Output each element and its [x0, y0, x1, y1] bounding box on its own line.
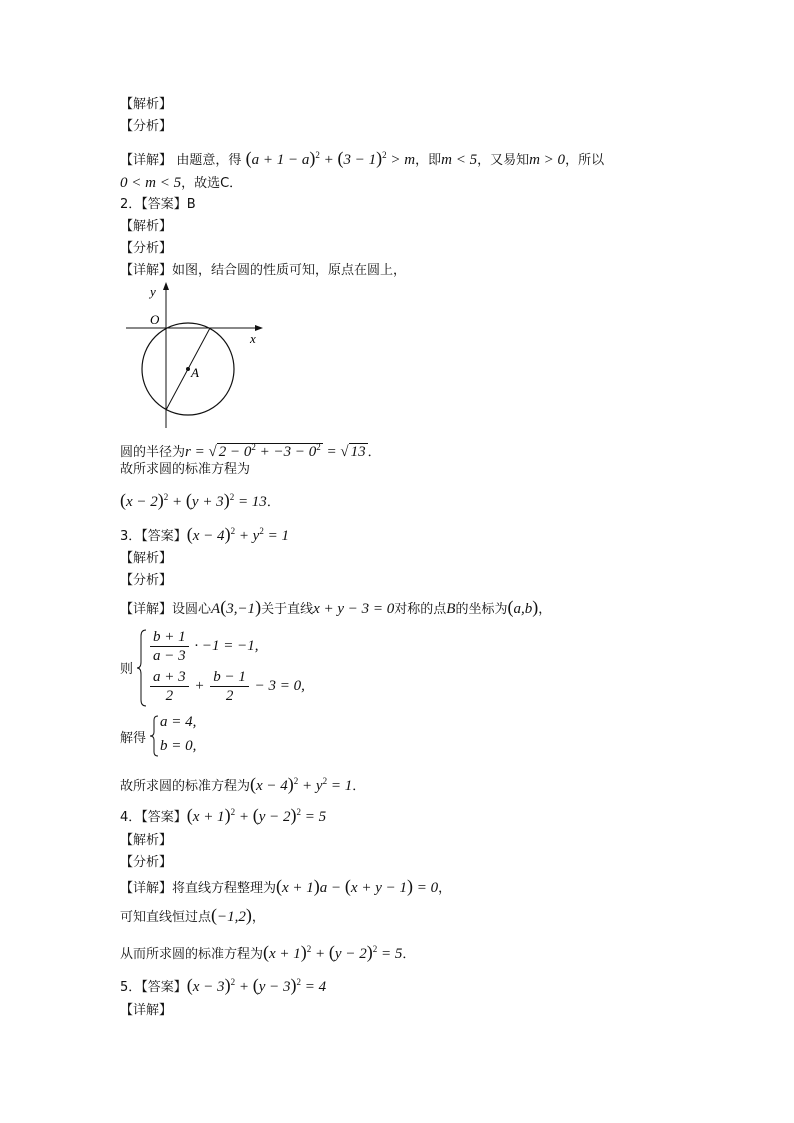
math-expr: (x + 1)a − (x + y − 1) = 0: [276, 876, 439, 896]
text: 则: [120, 662, 134, 677]
text: 关于直线: [261, 602, 314, 617]
center-label: A: [191, 365, 199, 380]
math-expr: (a,b): [507, 597, 539, 617]
origin-label: O: [150, 312, 160, 327]
text: 可知直线恒过点: [120, 910, 212, 925]
text: ，所以: [565, 153, 605, 168]
eq-row-1: $\frac{b + 1}{a - 3}$ · −1 = −1,: [148, 628, 259, 665]
q4-analysis-label: 【解析】: [120, 833, 173, 848]
text: ，: [438, 881, 452, 896]
math-expr: r = √ $2 - 0^2 + -3 - 0^2$ = √ 13: [185, 442, 366, 460]
text: ，: [538, 602, 552, 617]
text: 的坐标为: [455, 602, 508, 617]
text: 4．【答案】: [120, 810, 187, 825]
math-expr: $(x - 2)^2 + (y + 3)^2 = 13$: [120, 490, 267, 510]
q5-detail-label: 【详解】: [120, 1003, 173, 1018]
text: 3．【答案】: [120, 529, 187, 544]
q1-analysis-label: 【解析】: [120, 97, 173, 112]
text: ，故选C．: [181, 176, 243, 191]
text: ，即: [415, 153, 442, 168]
text: ，又易知: [477, 153, 530, 168]
q3-system-2: [120, 714, 320, 760]
text: 故所求圆的标准方程为: [120, 779, 251, 794]
y-axis-arrow: [163, 282, 169, 290]
text: 【详解】设圆心: [120, 602, 212, 617]
q1-fenxi-label: 【分析】: [120, 119, 173, 134]
q2-equation-intro: 故所求圆的标准方程为: [120, 462, 251, 477]
q2-equation: $(x - 2)^2 + (y + 3)^2 = 13$．: [120, 490, 280, 510]
text: ．: [402, 947, 416, 962]
q1-conclusion-line: [120, 173, 242, 194]
text: ，: [251, 910, 265, 925]
math-expr: 0 < m < 5: [120, 175, 182, 191]
text: 【详解】将直线方程整理为: [120, 881, 277, 896]
text: 5．【答案】: [120, 980, 187, 995]
q4-fenxi-label: 【分析】: [120, 855, 173, 870]
math-expr: $(a + 1 - a)^2 + (3 - 1)^2 > m$: [245, 148, 416, 168]
text: 解得: [120, 731, 147, 746]
left-brace: [148, 714, 160, 758]
math-expr: m < 5: [441, 152, 478, 168]
q2-fenxi-label: 【分析】: [120, 241, 173, 256]
text: 由题意，得: [176, 153, 242, 168]
detail-tag: 【详解】: [120, 153, 173, 168]
q5-answer-head: [120, 972, 326, 998]
q3-equation-line: [120, 771, 365, 797]
center-point: [186, 367, 190, 371]
left-brace: [136, 628, 148, 708]
q3-analysis-label: 【解析】: [120, 551, 173, 566]
text: ．: [352, 779, 366, 794]
text: 对称的点: [394, 602, 447, 617]
math-expr: $(x - 4)^2 + y^2 = 1$: [250, 774, 353, 794]
q3-system-1: [120, 628, 420, 708]
eq-row-2: $\frac{a + 3}{2}$ + $\frac{b - 1}{2}$ − 3 = 0,: [148, 668, 305, 705]
math-expr: $(x + 1)^2 + (y - 2)^2 = 5$: [186, 805, 327, 825]
q2-detail-line: 【详解】如图，结合圆的性质可知，原点在圆上，: [120, 263, 407, 278]
q3-detail-line: 【详解】设圆心A(3,−1)关于直线x + y − 3 = 0对称的点B的坐标为(a,b)，: [120, 597, 552, 617]
text: ．: [367, 445, 381, 460]
q4-point-line: [120, 905, 265, 928]
math-expr: m > 0: [529, 152, 566, 168]
math-expr: $(x - 4)^2 + y^2 = 1$: [186, 524, 289, 544]
math-expr: A(3,−1): [211, 597, 262, 617]
x-label: x: [250, 331, 256, 346]
q4-answer-head: [120, 802, 326, 828]
q3-answer-head: [120, 521, 289, 547]
q2-analysis-label: 【解析】: [120, 219, 173, 234]
q4-detail-line: [120, 876, 451, 899]
math-expr: $(x - 3)^2 + (y - 3)^2 = 4$: [186, 975, 327, 995]
q1-detail-line: [120, 145, 604, 171]
x-axis-arrow: [255, 325, 263, 331]
q2-answer-head: 2．【答案】B: [120, 197, 196, 212]
math-expr: (−1,2): [211, 905, 252, 925]
math-expr: x + y − 3 = 0: [313, 601, 395, 617]
text: 从而所求圆的标准方程为: [120, 947, 264, 962]
circle-figure: [120, 280, 270, 432]
q4-equation-line: [120, 939, 415, 965]
math-expr: $(x + 1)^2 + (y - 2)^2 = 5$: [263, 942, 403, 962]
text: 圆的半径为: [120, 445, 186, 460]
y-label: y: [150, 284, 156, 299]
eq-b: b = 0,: [160, 738, 197, 754]
q3-fenxi-label: 【分析】: [120, 573, 173, 588]
eq-a: a = 4,: [160, 714, 197, 730]
